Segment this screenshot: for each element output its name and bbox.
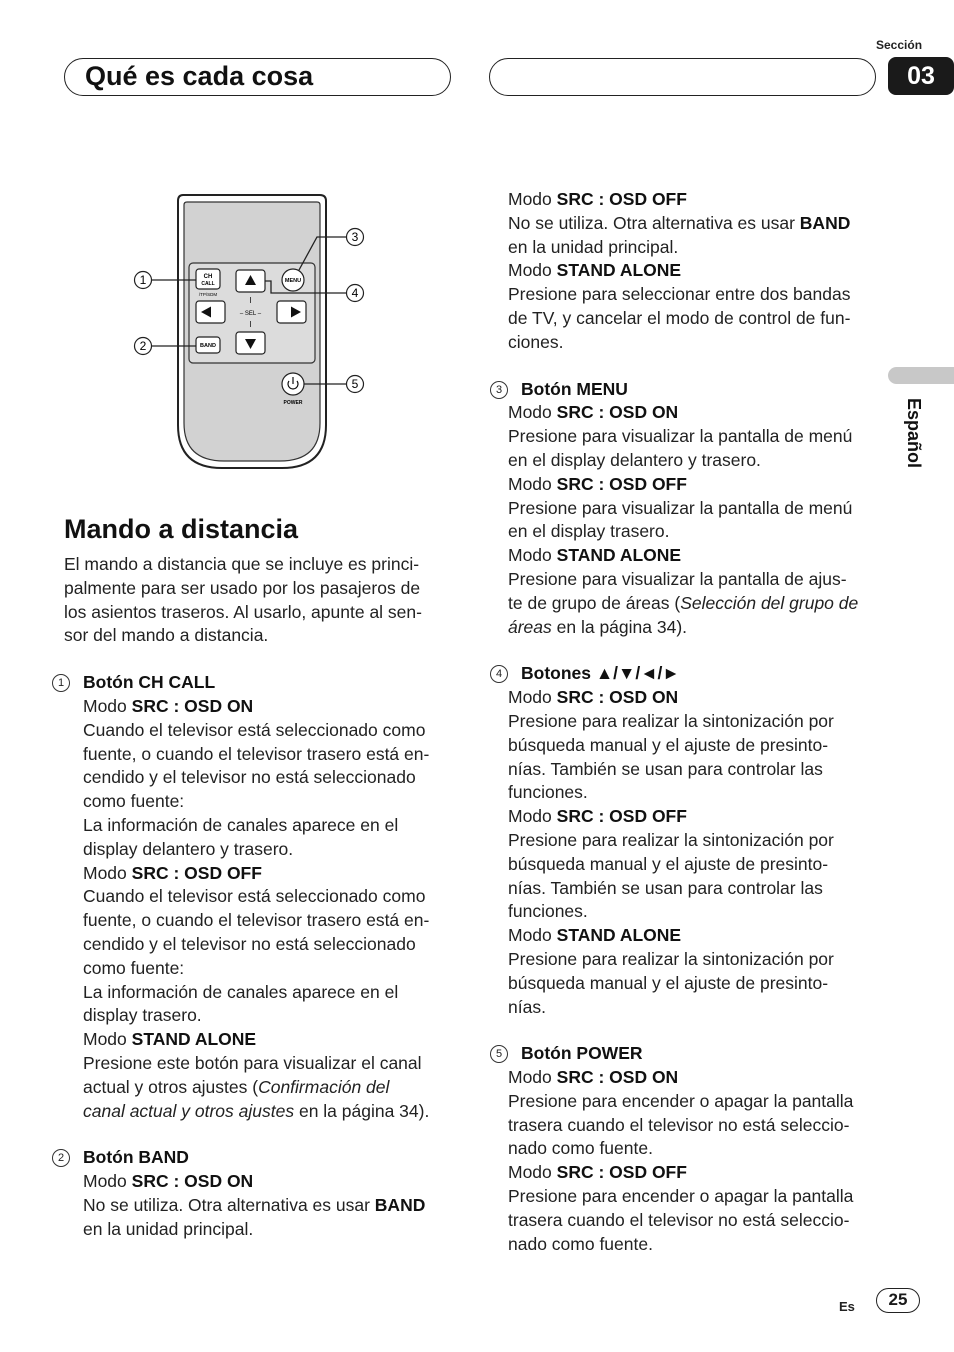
language-tab [888,367,954,384]
power-button-graphic [282,373,304,406]
mode-name: SRC : OSD ON [131,1171,254,1192]
remote-control-figure [125,190,385,475]
sel-label: – SEL – [239,311,262,317]
item-title: Botón BAND [83,1147,189,1168]
band-button-graphic [196,337,220,353]
item-power: 5 Botón POWER Modo SRC : OSD ON Presione para encender o apagar la pantalla trasera cuando el televisor no está seleccio- nado como fuente. Modo SRC : OSD OFF Presione para encender o apagar la pantalla trasera cuando el televisor no está seleccio- nado como fuente. [508,1042,888,1256]
section-heading: Mando a distancia [64,514,299,544]
item-ch-call: 1 Botón CH CALL Modo SRC : OSD ON Cuando el televisor está seleccionado como fuente, o cuando el televisor trasero está en- cendido y el televisor no está seleccionado como fuente: La información de canales aparece en el display delantero y trasero. Modo SRC : OSD OFF Cuando el televisor está seleccionado como fuente, o cuando el televisor trasero está en- cendido y el televisor no está seleccionado como fuente: La información de canales aparece en el display trasero. Modo STAND ALONE Presione este botón para visualizar el canal actual y otros ajustes (Confirmación del canal actual y otros ajustes en la página 34). [83,671,456,1123]
item-number: 2 [52,1149,70,1167]
item-title: Botones ▲/▼/◄/► [521,663,680,684]
ch-call-label-1: CH [203,274,213,280]
power-label: POWER [283,400,303,406]
mode-name: SRC : OSD OFF [131,862,262,883]
section-number-badge: 03 [888,57,954,95]
ch-call-button-graphic [196,269,220,297]
item-number: 3 [490,381,508,399]
intro-line: los asientos traseros. Al usarlo, apunte al sen- [64,601,422,622]
section-label: Sección [876,38,923,52]
intro-line: palmente para ser usado por los pasajeros de [64,577,421,598]
mode-name: SRC : OSD ON [131,695,254,716]
ch-call-label-2: CALL [201,281,215,287]
mode-name: SRC : OSD OFF [556,1162,687,1183]
left-column [57,553,456,1242]
mode-name: SRC : OSD OFF [556,473,687,494]
menu-label: MENU [284,278,302,284]
header-blank-frame [489,58,876,96]
menu-button-graphic [282,269,304,291]
mode-name: SRC : OSD OFF [556,189,687,209]
band-label: BAND [200,343,216,349]
mode-name: SRC : OSD ON [556,687,679,708]
mode-name: STAND ALONE [131,1029,257,1050]
right-column [495,188,888,1256]
cross-reference: Confirmación del [258,1076,390,1097]
item-title: Botón POWER [521,1043,643,1064]
ch-call-sub-label: /TP/SDM [198,292,218,297]
mode-name: SRC : OSD OFF [556,806,687,827]
item-band-continued: Modo SRC : OSD OFF No se utiliza. Otra alternativa es usar BAND en la unidad principal. Modo STAND ALONE Presione para seleccionar entre dos bandas de TV, y cancelar el modo de control de fun- ciones. [508,189,851,352]
cross-reference: áreas [508,616,552,637]
intro-line: sor del mando a distancia. [64,625,269,646]
item-number: 1 [52,674,70,692]
mode-name: STAND ALONE [556,545,682,566]
item-title: Botón MENU [521,378,628,399]
page-title: Qué es cada cosa [85,61,314,91]
callout-4: 4 [351,286,359,300]
mode-name: STAND ALONE [556,925,682,946]
callout-5: 5 [351,377,359,391]
callout-3: 3 [351,230,359,244]
item-title: Botón CH CALL [83,672,216,693]
language-label: Español [904,398,924,469]
item-arrows: 4 Botones ▲/▼/◄/► Modo SRC : OSD ON Presione para realizar la sintonización por búsqueda manual y el ajuste de presinto- nías. También se usan para controlar las funciones. Modo SRC : OSD OFF Presione para realizar la sintonización por búsqueda manual y el ajuste de presinto- nías. También se usan para controlar las funciones. Modo STAND ALONE Presione para realizar la sintonización por búsqueda manual y el ajuste de presinto- nías. [508,662,888,1019]
callout-1: 1 [139,273,147,287]
mode-name: SRC : OSD ON [556,1067,679,1088]
header-title-frame [64,58,451,96]
footer-language: Es [839,1299,855,1314]
item-band: 2 Botón BAND Modo SRC : OSD ON No se utiliza. Otra alternativa es usar BAND en la unidad principal. [83,1146,456,1241]
item-menu: 3 Botón MENU Modo SRC : OSD ON Presione para visualizar la pantalla de menú en el display delantero y trasero. Modo SRC : OSD OFF Presione para visualizar la pantalla de menú en el display trasero. Modo STAND ALONE Presione para visualizar la pantalla de ajus- te de grupo de áreas (Selección del grupo de áreas en la página 34). [508,378,888,640]
cross-reference: canal actual y otros ajustes [83,1100,295,1121]
mode-name: SRC : OSD ON [556,402,679,423]
item-number: 5 [490,1045,508,1063]
item-number: 4 [490,665,508,683]
cross-reference: Selección del grupo de [680,592,859,613]
mode-name: STAND ALONE [556,260,682,281]
page-number: 25 [876,1288,920,1313]
callout-2: 2 [139,339,147,353]
intro-line: El mando a distancia que se incluye es princi- [64,554,420,574]
